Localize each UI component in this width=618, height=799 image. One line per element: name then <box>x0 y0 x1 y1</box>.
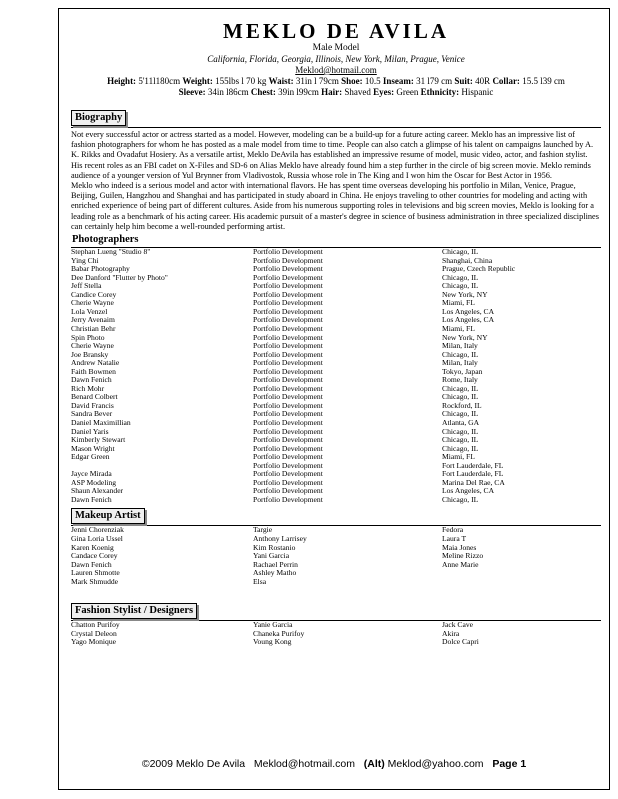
table-cell: Jayce Mirada <box>71 469 112 479</box>
table-cell: Portfolio Development <box>253 409 323 419</box>
table-cell: Targie <box>253 525 273 535</box>
table-cell: Stephan Lueng "Studio 8" <box>71 247 151 257</box>
table-cell: Portfolio Development <box>253 426 323 436</box>
stat-label: Height: <box>107 76 137 86</box>
table-row <box>71 410 601 419</box>
table-cell: Portfolio Development <box>253 306 323 316</box>
stylists-title: Fashion Stylist / Designers <box>71 603 197 619</box>
footer-email-link[interactable]: Meklod@hotmail.com <box>253 758 355 770</box>
table-row <box>71 552 601 561</box>
model-email-link[interactable]: Meklod@hotmail.com <box>295 65 377 75</box>
stats-line-2 <box>71 87 601 98</box>
table-cell: Faith Bowmen <box>71 366 116 376</box>
table-cell <box>442 578 601 587</box>
footer-copyright: ©2009 Meklo De Avila <box>141 758 246 770</box>
table-row <box>71 638 601 647</box>
table-row <box>71 248 601 257</box>
table-row <box>71 393 601 402</box>
table-cell: Chicago, IL <box>442 392 479 402</box>
biography-text <box>71 130 601 232</box>
table-cell: Maia Jones <box>442 542 477 552</box>
table-row <box>71 578 601 587</box>
table-cell: Kimberly Stewart <box>71 435 126 445</box>
table-cell: Candace Corey <box>71 551 118 561</box>
table-cell: Portfolio Development <box>253 341 323 351</box>
stat-label: Ethnicity: <box>420 87 460 97</box>
table-row <box>71 462 601 471</box>
table-cell: Portfolio Development <box>253 392 323 402</box>
table-row <box>71 436 601 445</box>
table-cell: Los Angeles, CA <box>442 486 495 496</box>
stat-value: 40R <box>472 76 493 86</box>
table-cell: Portfolio Development <box>253 247 323 257</box>
table-cell: Karen Koenig <box>71 542 114 552</box>
table-cell: Chicago, IL <box>442 409 479 419</box>
table-cell: Andrew Natalie <box>71 358 120 368</box>
table-cell: Chicago, IL <box>442 426 479 436</box>
table-cell: Chicago, IL <box>442 435 479 445</box>
table-cell: Chicago, IL <box>442 272 479 282</box>
table-row <box>71 368 601 377</box>
table-cell: Mason Wright <box>71 443 115 453</box>
table-cell: Crystal Deleon <box>71 628 117 638</box>
table-cell: Portfolio Development <box>253 349 323 359</box>
stat-label: Waist: <box>268 76 294 86</box>
footer-alt-label: (Alt) <box>363 758 385 770</box>
stat-label: Inseam: <box>382 76 414 86</box>
table-cell: Portfolio Development <box>253 494 323 504</box>
stat-value: 155lbs l 70 kg <box>212 76 269 86</box>
table-row <box>71 445 601 454</box>
table-row <box>71 526 601 535</box>
stat-value: Green <box>394 87 421 97</box>
table-cell: Portfolio Development <box>253 358 323 368</box>
table-cell: Lauren Shmotte <box>71 568 120 578</box>
table-cell: Milan, Italy <box>442 341 478 351</box>
table-cell: Portfolio Development <box>253 375 323 385</box>
table-cell: Portfolio Development <box>253 298 323 308</box>
table-cell: Marina Del Rae, CA <box>442 477 505 487</box>
stat-label: Sleeve: <box>178 87 206 97</box>
stylists-header <box>71 600 601 619</box>
stat-label: Eyes: <box>373 87 395 97</box>
biography-paragraph-2: Meklo who indeed is a serious model and actor with international flavors. He has spent time overseas developing his portfolio in Milan, Venice, Prague, Beijing, Guilen, Hangzhou and Shanghai and has participated in study aboard in China. He enjoys traveling to other countries for modeling and acting with enriched experience of being part of different cultures. Aside from his numerous supporting roles in televisions and big screen movies, Meklo is looking for a leading role as a benchmark of his acting career. His academic pursuit of a master's degree in science of business administration in three specialized disciplines can certainly help him become a well-rounded performing artist. <box>71 181 599 231</box>
footer-alt-email-link[interactable]: Meklod@yahoo.com <box>387 758 484 770</box>
table-row <box>71 282 601 291</box>
table-cell: Portfolio Development <box>253 452 323 462</box>
table-cell: Anthony Larrisey <box>253 533 307 543</box>
table-cell: Miami, FL <box>442 298 475 308</box>
table-cell: Portfolio Development <box>253 383 323 393</box>
table-cell: Portfolio Development <box>253 281 323 291</box>
table-cell: Chaneka Purifoy <box>253 628 305 638</box>
table-row <box>71 496 601 505</box>
stat-label: Hair: <box>321 87 343 97</box>
table-cell: David Francis <box>71 400 114 410</box>
table-cell: Portfolio Development <box>253 289 323 299</box>
table-cell: Joe Bransky <box>71 349 109 359</box>
stats-line-1 <box>71 76 601 87</box>
table-cell: Portfolio Development <box>253 435 323 445</box>
table-cell: Rich Mohr <box>71 383 105 393</box>
table-row <box>71 535 601 544</box>
table-cell: Candice Corey <box>71 289 117 299</box>
table-cell: Jack Cave <box>442 620 473 630</box>
table-cell: Portfolio Development <box>253 400 323 410</box>
table-cell: Portfolio Development <box>253 366 323 376</box>
table-cell: Cherie Wayne <box>71 341 114 351</box>
table-row <box>71 274 601 283</box>
table-cell: Chicago, IL <box>442 281 479 291</box>
table-cell: Anne Marie <box>442 559 479 569</box>
table-cell: Fedora <box>442 525 464 535</box>
stat-value: 31in l 79cm <box>293 76 342 86</box>
table-cell: Yago Monique <box>71 637 117 647</box>
table-cell: Rachael Perrin <box>253 559 298 569</box>
table-cell: Jerry Avenaim <box>71 315 115 325</box>
table-cell: Benard Colbert <box>71 392 118 402</box>
table-row <box>71 561 601 570</box>
stat-label: Weight: <box>182 76 213 86</box>
table-cell: Sandra Bever <box>71 409 113 419</box>
table-row <box>71 385 601 394</box>
table-cell: Tokyo, Japan <box>442 366 483 376</box>
table-row <box>71 308 601 317</box>
table-cell: Chicago, IL <box>442 247 479 257</box>
resume-page <box>58 8 610 790</box>
table-row <box>71 487 601 496</box>
table-cell: Jenni Chorenziak <box>71 525 124 535</box>
photographers-table <box>71 248 601 504</box>
table-cell: Miami, FL <box>442 452 475 462</box>
table-cell: Shaun Alexander <box>71 486 124 496</box>
stat-label: Shoe: <box>341 76 363 86</box>
table-row <box>71 470 601 479</box>
model-cities: California, Florida, Georgia, Illinois, New York, Milan, Prague, Venice <box>207 54 465 64</box>
table-cell: Meline Rizzo <box>442 551 484 561</box>
table-cell: Akira <box>442 628 460 638</box>
biography-header <box>71 107 601 126</box>
table-row <box>71 621 601 630</box>
table-cell: Portfolio Development <box>253 417 323 427</box>
table-row <box>71 334 601 343</box>
stat-value: 15.5 l39 cm <box>519 76 565 86</box>
table-cell: Rome, Italy <box>442 375 478 385</box>
stat-value: 34in l86cm <box>205 87 251 97</box>
table-cell: Los Angeles, CA <box>442 315 495 325</box>
table-cell: Daniel Maximillian <box>71 417 131 427</box>
makeup-table <box>71 526 601 586</box>
table-row <box>71 291 601 300</box>
table-cell: Portfolio Development <box>253 469 323 479</box>
table-row <box>71 376 601 385</box>
table-cell: Spin Photo <box>71 332 105 342</box>
stylists-table <box>71 621 601 647</box>
stat-value: 39in l99cm <box>275 87 322 97</box>
table-cell: Milan, Italy <box>442 358 478 368</box>
table-cell: Dawn Fenich <box>71 375 112 385</box>
stat-value: Hispanic <box>459 87 494 97</box>
biography-paragraph-1: Not every successful actor or actress started as a model. However, modeling can be a build-up for a future acting career. Meklo has an impressive list of fashion photographers for whom he has posted as a male model from time to time. People can also catch a glimpse of his talent on campaigns launched by A. K. Rikks and Ovadafut Hosiery. As a versatile artist, Meklo DeAvila has established an impressive resume of model, music video, actor, and fashion stylist. His recent roles as an FBI cadet on X-Files and SD-6 on Alias Meklo have already found him a step further in the circle of big screen movie. Meklo reminds audience of a younger version of Yul Brynner from Vladivostok, Russia whose role in The King and I won him the Oscar for Best Actor in 1956. <box>71 130 594 180</box>
makeup-title: Makeup Artist <box>71 508 145 524</box>
biography-rule <box>71 127 601 128</box>
table-cell: Yani Garcia <box>253 551 290 561</box>
table-cell: Portfolio Development <box>253 315 323 325</box>
page-footer <box>59 758 609 770</box>
table-cell: Chatton Purifoy <box>71 620 120 630</box>
table-row <box>71 316 601 325</box>
table-cell: Portfolio Development <box>253 443 323 453</box>
table-cell: ASP Modeling <box>71 477 117 487</box>
table-row <box>71 419 601 428</box>
table-cell: Portfolio Development <box>253 477 323 487</box>
resume-content <box>71 17 601 647</box>
table-row <box>71 428 601 437</box>
table-row <box>71 359 601 368</box>
stat-value: Shaved <box>342 87 374 97</box>
table-row <box>71 453 601 462</box>
table-row <box>71 342 601 351</box>
table-cell: Christian Behr <box>71 323 116 333</box>
table-row <box>71 544 601 553</box>
table-row <box>71 402 601 411</box>
table-cell: Jeff Stella <box>71 281 102 291</box>
table-row <box>71 257 601 266</box>
footer-page-number: Page 1 <box>492 758 527 770</box>
table-cell: Miami, FL <box>442 323 475 333</box>
model-name: MEKLO DE AVILA <box>223 19 449 43</box>
table-cell: Dawn Fenich <box>71 559 112 569</box>
table-cell: Chicago, IL <box>442 383 479 393</box>
table-cell: Elsa <box>253 576 267 586</box>
table-cell: Portfolio Development <box>253 255 323 265</box>
table-cell: Fort Lauderdale, FL <box>442 460 504 470</box>
table-cell: Voung Kong <box>253 637 292 647</box>
stat-label: Collar: <box>492 76 520 86</box>
table-cell: Los Angeles, CA <box>442 306 495 316</box>
table-cell: Chicago, IL <box>442 494 479 504</box>
table-row <box>71 569 601 578</box>
table-row <box>71 351 601 360</box>
table-cell: New York, NY <box>442 289 488 299</box>
table-row <box>71 325 601 334</box>
table-cell: Chicago, IL <box>442 443 479 453</box>
table-cell: Portfolio Development <box>253 332 323 342</box>
table-cell: Portfolio Development <box>253 486 323 496</box>
stat-label: Suit: <box>454 76 473 86</box>
table-cell: Yanie Garcia <box>253 620 293 630</box>
biography-title: Biography <box>71 110 126 126</box>
table-cell: Ashley Matho <box>253 568 297 578</box>
table-cell: Laura T <box>442 533 467 543</box>
table-cell <box>442 569 601 578</box>
makeup-header <box>71 505 601 524</box>
model-subtitle: Male Model <box>312 43 360 53</box>
table-cell: Babar Photography <box>71 264 130 274</box>
stat-value: 5'11l180cm <box>136 76 183 86</box>
table-cell: Portfolio Development <box>253 460 323 470</box>
table-cell: Lola Venzel <box>71 306 108 316</box>
table-cell: Cherie Wayne <box>71 298 114 308</box>
stat-label: Chest: <box>250 87 276 97</box>
table-cell: Dolce Capri <box>442 637 479 647</box>
table-cell: Dee Danford "Flutter by Photo" <box>71 272 168 282</box>
table-cell: Dawn Fenich <box>71 494 112 504</box>
table-cell: Rockford, IL <box>442 400 482 410</box>
table-cell: Prague, Czech Republic <box>442 264 516 274</box>
table-cell: Daniel Yaris <box>71 426 109 436</box>
photographers-title: Photographers <box>72 234 139 246</box>
table-cell: Shanghai, China <box>442 255 493 265</box>
table-cell: Mark Shmudde <box>71 576 119 586</box>
table-cell: Kim Rostanio <box>253 542 296 552</box>
table-cell: Portfolio Development <box>253 272 323 282</box>
table-cell: Chicago, IL <box>442 349 479 359</box>
table-row <box>71 630 601 639</box>
table-row <box>71 479 601 488</box>
table-cell: Atlanta, GA <box>442 417 480 427</box>
table-cell: Portfolio Development <box>253 264 323 274</box>
table-cell: Ying Chi <box>71 255 99 265</box>
table-cell: Edgar Green <box>71 452 110 462</box>
stat-value: 31 l79 cm <box>413 76 455 86</box>
table-cell: Portfolio Development <box>253 323 323 333</box>
stat-value: 10.5 <box>362 76 383 86</box>
table-cell: Gina Loria Ussel <box>71 533 123 543</box>
table-row <box>71 299 601 308</box>
table-cell: New York, NY <box>442 332 488 342</box>
table-cell: Fort Lauderdale, FL <box>442 469 504 479</box>
